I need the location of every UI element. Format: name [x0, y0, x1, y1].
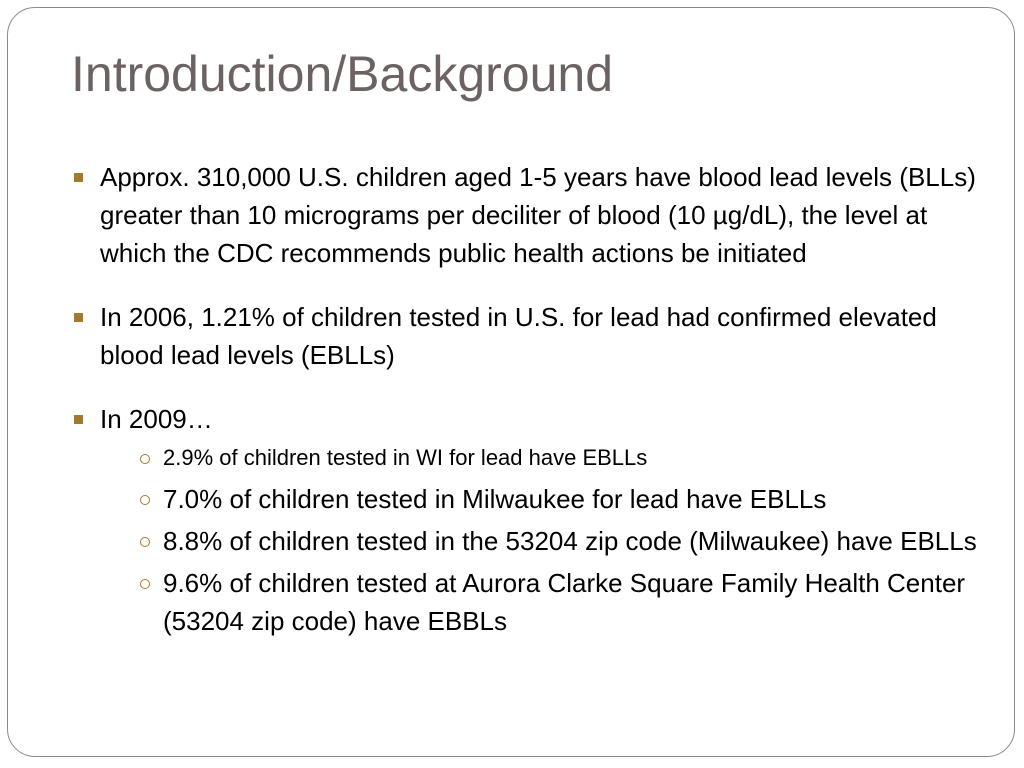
slide: [7, 7, 1015, 757]
circle-bullet-icon: [140, 537, 150, 547]
bullet-text: In 2009…: [100, 404, 213, 434]
sub-bullet-list: [100, 440, 978, 640]
bullet-text: Approx. 310,000 U.S. children aged 1-5 years have blood lead levels (BLLs) greater than 10 micrograms per deciliter of blood (10 µg/dL), the level at which the CDC recommends public health actions be initiated: [100, 162, 976, 268]
bullet-item: [68, 400, 978, 640]
sub-bullet-text: 8.8% of children tested in the 53204 zip code (Milwaukee) have EBLLs: [163, 526, 977, 556]
square-bullet-icon: [74, 415, 83, 424]
sub-bullet-text: 9.6% of children tested at Aurora Clarke Square Family Health Center (53204 zip code) have EBBLs: [163, 568, 966, 636]
square-bullet-icon: [74, 313, 83, 322]
sub-bullet-text: 7.0% of children tested in Milwaukee for lead have EBLLs: [163, 484, 827, 514]
sub-bullet-item: [100, 440, 978, 476]
bullet-item: [68, 158, 978, 272]
sub-bullet-item: [100, 480, 978, 518]
circle-bullet-icon: [140, 454, 150, 464]
circle-bullet-icon: [140, 495, 150, 505]
circle-bullet-icon: [140, 579, 150, 589]
bullet-text: In 2006, 1.21% of children tested in U.S. for lead had confirmed elevated blood lead levels (EBLLs): [100, 302, 937, 370]
sub-bullet-item: [100, 564, 978, 640]
bullet-item: [68, 298, 978, 374]
sub-bullet-text: 2.9% of children tested in WI for lead have EBLLs: [163, 445, 648, 470]
sub-bullet-item: [100, 522, 978, 560]
bullet-list: [68, 158, 978, 640]
square-bullet-icon: [74, 173, 83, 182]
slide-body: [68, 158, 978, 640]
slide-title: Introduction/Background: [71, 46, 614, 102]
